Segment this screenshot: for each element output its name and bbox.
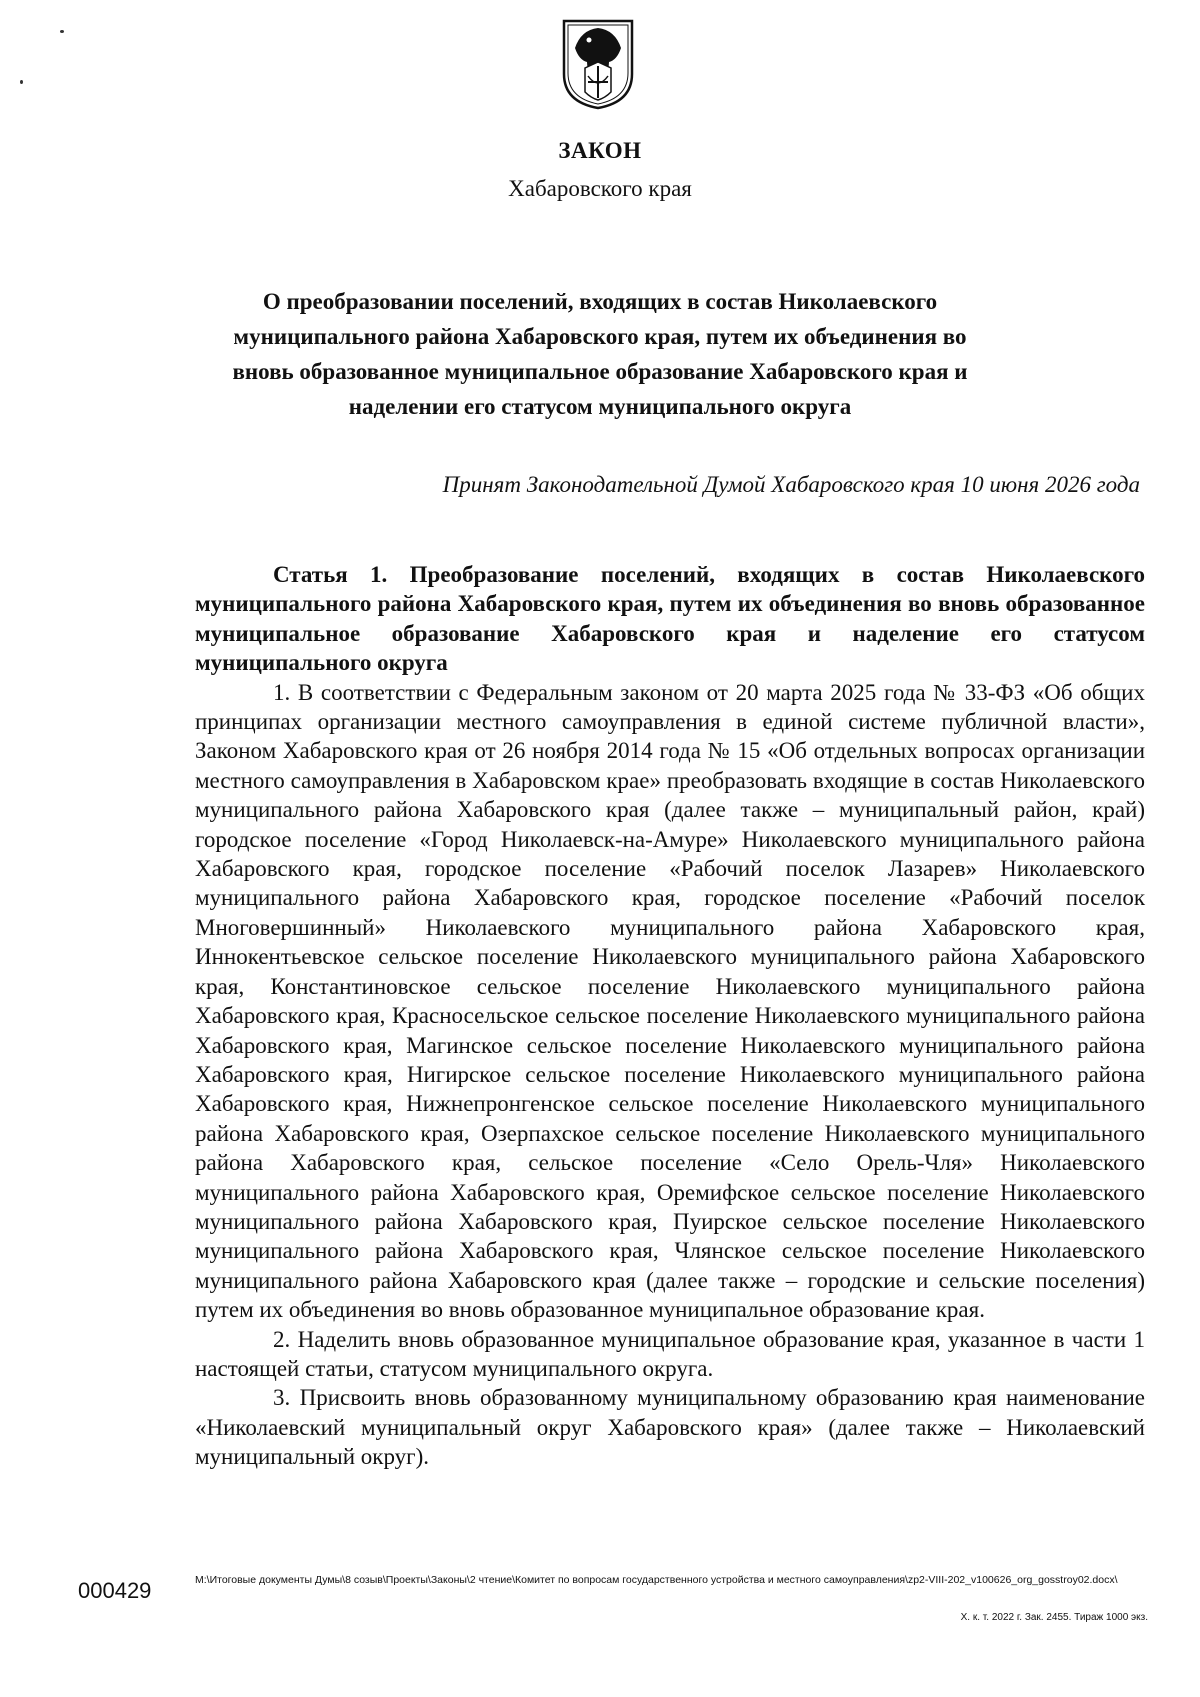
document-number: 000429: [78, 1578, 152, 1603]
article-paragraph: 3. Присвоить вновь образованному муниципальному образованию края наименование «Николаевский муниципальный округ Хабаровского края» (далее также – Николаевский муниципальный округ).: [195, 1385, 1145, 1470]
file-path-footer: M:\Итоговые документы Думы\8 созыв\Проекты\Законы\2 чтение\Комитет по вопросам государственного устройства и местного самоуправления\zp2-VIII-202_v100626_org_gosstroy02.docx\: [195, 1574, 1118, 1586]
adoption-note: Принят Законодательной Думой Хабаровского края 10 июня 2026 года: [442, 472, 1140, 497]
scan-speck: [60, 30, 64, 33]
article-body: [195, 560, 1145, 1472]
region-subtitle: Хабаровского края: [508, 176, 692, 201]
article-heading: Статья 1. Преобразование поселений, входящих в состав Николаевского муниципального района Хабаровского края, путем их объединения во вновь образованное муниципальное образование Хабаровского края и наделение его статусом муниципального округа: [195, 562, 1145, 676]
print-info-footer: Х. к. т. 2022 г. Зак. 2455. Тираж 1000 экз.: [960, 1612, 1148, 1623]
law-name-heading: О преобразовании поселений, входящих в состав Николаевского муниципального района Хабаровского края, путем их объединения во вновь образованное муниципальное образование Хабаровского края и наделении его статусом муниципального округа: [232, 289, 968, 419]
coat-of-arms-emblem: [561, 18, 635, 110]
article-paragraph: 1. В соответствии с Федеральным законом от 20 марта 2025 года № 33-ФЗ «Об общих принципах организации местного самоуправления в единой системе публичной власти», Законом Хабаровского края от 26 ноября 2014 года № 15 «Об отдельных вопросах организации местного самоуправления в Хабаровском крае» преобразовать входящие в состав Николаевского муниципального района Хабаровского края (далее также – муниципальный район, край) городское поселение «Город Николаевск-на-Амуре» Николаевского муниципального района Хабаровского края, городское поселение «Рабочий поселок Лазарев» Николаевского муниципального района Хабаровского края, городское поселение «Рабочий поселок Многовершинный» Николаевского муниципального района Хабаровского края, Иннокентьевское сельское поселение Николаевского муниципального района Хабаровского края, Константиновское сельское поселение Николаевского муниципального района Хабаровского края, Красносельское сельское поселение Николаевского муниципального района Хабаровского края, Магинское сельское поселение Николаевского муниципального района Хабаровского края, Нигирское сельское поселение Николаевского муниципального района Хабаровского края, Нижнепронгенское сельское поселение Николаевского муниципального района Хабаровского края, Озерпахское сельское поселение Николаевского муниципального района Хабаровского края, сельское поселение «Село Орель-Чля» Николаевского муниципального района Хабаровского края, Оремифское сельское поселение Николаевского муниципального района Хабаровского края, Пуирское сельское поселение Николаевского муниципального района Хабаровского края, Члянское сельское поселение Николаевского муниципального района Хабаровского края (далее также – городские и сельские поселения) путем их объединения во вновь образованное муниципальное образование края.: [195, 679, 1145, 1323]
document-type-title: ЗАКОН: [558, 138, 642, 163]
article-paragraph: 2. Наделить вновь образованное муниципальное образование края, указанное в части 1 настоящей статьи, статусом муниципального округа.: [195, 1326, 1145, 1381]
scan-speck: [20, 80, 23, 84]
